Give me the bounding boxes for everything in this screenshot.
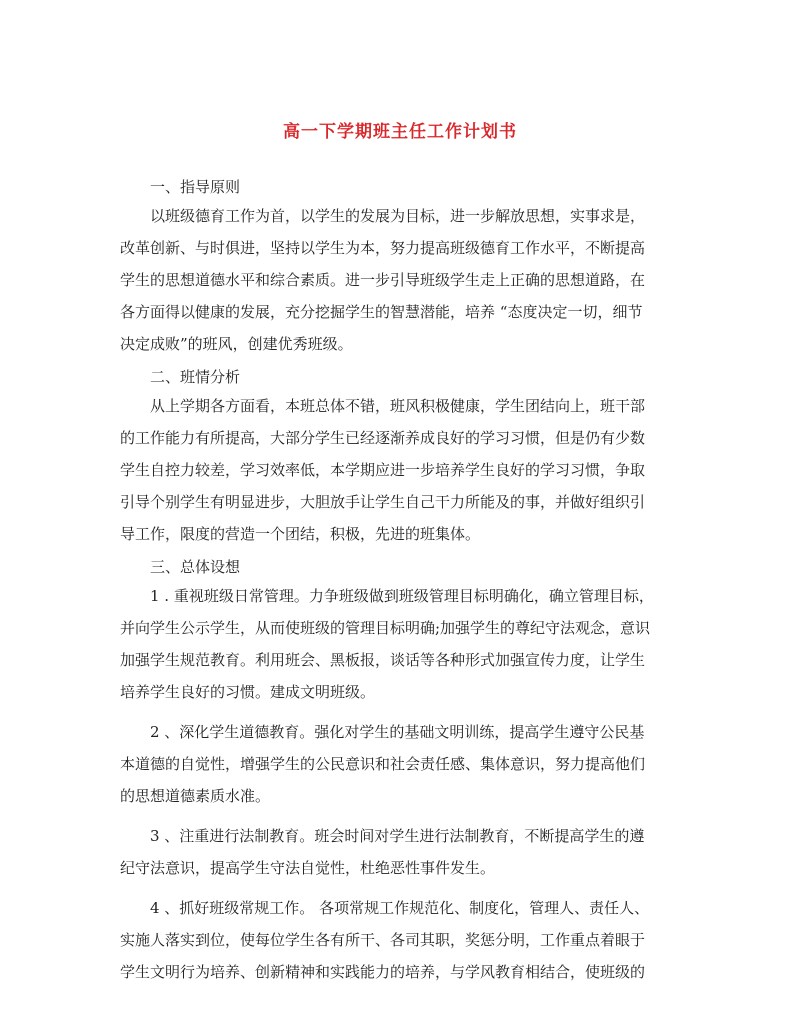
text-line: 引导个别学生有明显进步，大胆放手让学生自己干力所能及的事，并做好组织引 — [120, 493, 646, 511]
text-line: 导工作，限度的营造一个团结，积极，先进的班集体。 — [120, 525, 481, 543]
paragraph — [120, 390, 670, 550]
text-line: 决定成败”的班风，创建优秀班级。 — [120, 335, 353, 353]
text-line: 2 、深化学生道德教育。强化对学生的基础文明训练，提高学生遵守公民基 — [150, 723, 645, 741]
text-line: 1 . 重视班级日常管理。力争班级做到班级管理目标明确化，确立管理目标， — [150, 587, 654, 605]
text-line: 从上学期各方面看，本班总体不错，班风积极健康，学生团结向上，班干部 — [150, 397, 646, 415]
text-line: 学生自控力较差，学习效率低，本学期应进一步培养学生良好的学习习惯，争取 — [120, 461, 646, 479]
text-line: 学生的思想道德水平和综合素质。进一步引导班级学生走上正确的思想道路，在 — [120, 271, 646, 289]
section-heading: 二、班情分析 — [150, 368, 241, 386]
paragraph — [120, 820, 670, 884]
paragraph — [120, 200, 670, 360]
text-line: 加强学生规范教育。利用班会、黑板报，谈话等各种形式加强宣传力度，让学生 — [120, 651, 646, 669]
section-heading: 一、指导原则 — [150, 178, 241, 196]
text-line: 各方面得以健康的发展，充分挖掘学生的智慧潜能，培养 “态度决定一切，细节 — [120, 303, 643, 321]
text-line: 的思想道德素质水准。 — [120, 787, 271, 805]
document-body — [120, 174, 670, 988]
text-line: 3 、注重进行法制教育。班会时间对学生进行法制教育，不断提高学生的遵 — [150, 827, 645, 845]
section-heading: 三、总体设想 — [150, 558, 241, 576]
text-line: 4 、抓好班级常规工作。 各项常规工作规范化、制度化，管理人、责任人、 — [150, 899, 650, 917]
text-line: 改革创新、与时俱进，坚持以学生为本，努力提高班级德育工作水平，不断提高 — [120, 239, 646, 257]
text-line: 以班级德育工作为首，以学生的发展为目标，进一步解放思想，实事求是， — [150, 207, 646, 225]
text-line: 本道德的自觉性，增强学生的公民意识和社会责任感、集体意识，努力提高他们 — [120, 755, 646, 773]
text-line: 学生文明行为培养、创新精神和实践能力的培养，与学风教育相结合，使班级的 — [120, 963, 646, 981]
paragraph — [120, 580, 670, 708]
text-line: 纪守法意识，提高学生守法自觉性，杜绝恶性事件发生。 — [120, 859, 496, 877]
paragraph — [120, 892, 670, 988]
document-title: 高一下学期班主任工作计划书 — [283, 122, 517, 142]
text-line: 并向学生公示学生，从而使班级的管理目标明确;加强学生的尊纪守法观念，意识 — [120, 619, 651, 637]
text-line: 培养学生良好的习惯。建成文明班级。 — [120, 683, 376, 701]
text-line: 的工作能力有所提高，大部分学生已经逐渐养成良好的学习习惯，但是仍有少数 — [120, 429, 646, 447]
text-line: 实施人落实到位，使每位学生各有所干、各司其职，奖惩分明，工作重点着眼于 — [120, 931, 646, 949]
paragraph — [120, 716, 670, 812]
